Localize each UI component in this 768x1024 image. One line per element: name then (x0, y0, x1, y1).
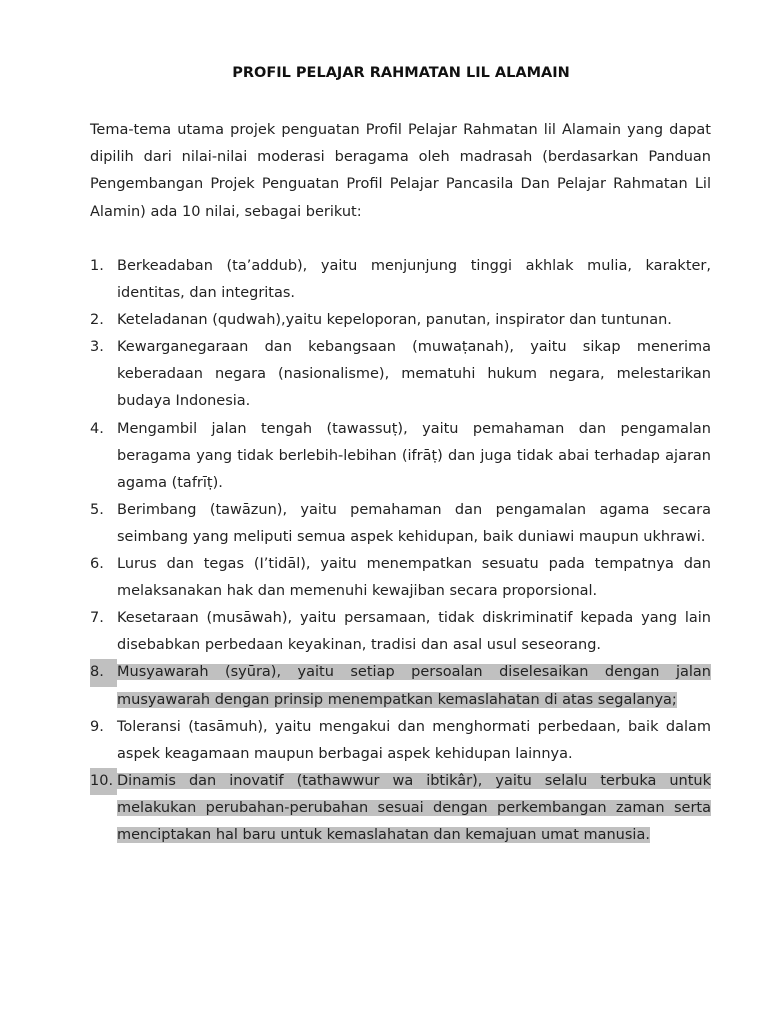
list-item-text: Musyawarah (syūra), yaitu setiap persoalan diselesaikan dengan jalan musyawarah dengan prinsip menempatkan kemaslahatan di atas segalanya; (117, 664, 711, 708)
document-title: PROFIL PELAJAR RAHMATAN LIL ALAMAIN (232, 65, 570, 81)
list-item (90, 605, 711, 659)
list-item-number: 5. (90, 501, 104, 518)
list-item-number: 6. (90, 556, 104, 573)
list-item-number: 10. (90, 768, 117, 795)
list-item-highlighted (90, 768, 711, 849)
list-item-text: Lurus dan tegas (I’tidāl), yaitu menempatkan sesuatu pada tempatnya dan melaksanakan hak dan memenuhi kewajiban secara proporsional. (117, 556, 711, 600)
list-item-text: Kewarganegaraan dan kebangsaan (muwaṭanah), yaitu sikap menerima keberadaan negara (nasionalisme), mematuhi hukum negara, melestarikan budaya Indonesia. (117, 339, 711, 410)
list-item-text: Kesetaraan (musāwah), yaitu persamaan, tidak diskriminatif kepada yang lain disebabkan perbedaan keyakinan, tradisi dan asal usul seseorang. (117, 610, 711, 654)
list-item-number: 8. (90, 659, 117, 686)
intro-paragraph: Tema-tema utama projek penguatan Profil Pelajar Rahmatan lil Alamain yang dapat dipilih dari nilai-nilai moderasi beragama oleh madrasah (berdasarkan Panduan Pengembangan Projek Penguatan Profil Pelajar Pancasila Dan Pelajar Rahmatan Lil Alamin) ada 10 nilai, sebagai berikut: (90, 122, 711, 220)
list-item-highlighted (90, 659, 711, 713)
list-item-number: 1. (90, 258, 104, 274)
list-item (90, 497, 711, 551)
list-item-text: Keteladanan (qudwah),yaitu kepeloporan, panutan, inspirator dan tuntunan. (117, 312, 672, 329)
list-item-text: Toleransi (tasāmuh), yaitu mengakui dan menghormati perbedaan, baik dalam aspek keagamaan maupun berbagai aspek kehidupan lainnya. (117, 718, 711, 762)
list-item (90, 416, 711, 497)
list-item-number: 7. (90, 610, 104, 627)
list-item (90, 334, 711, 415)
list-item-text: Mengambil jalan tengah (tawassuṭ), yaitu pemahaman dan pengamalan beragama yang tidak berlebih-lebihan (ifrāṭ) dan juga tidak abai terhadap ajaran agama (tafrīṭ). (117, 420, 711, 491)
list-item-text: Berimbang (tawāzun), yaitu pemahaman dan pengamalan agama secara seimbang yang meliputi semua aspek kehidupan, baik duniawi maupun ukhrawi. (117, 501, 711, 545)
list-item-text: Berkeadaban (ta’addub), yaitu menjunjung tinggi akhlak mulia, karakter, identitas, dan integritas. (117, 258, 711, 302)
list-item-number: 3. (90, 339, 104, 356)
list-item-number: 9. (90, 718, 104, 735)
list-item-number: 4. (90, 420, 104, 437)
values-list (90, 253, 711, 849)
list-item-text: Dinamis dan inovatif (tathawwur wa ibtikâr), yaitu selalu terbuka untuk melakukan perubahan-perubahan sesuai dengan perkembangan zaman serta menciptakan hal baru untuk kemaslahatan dan kemajuan umat manusia. (117, 772, 711, 843)
list-item (90, 714, 711, 768)
list-item (90, 307, 711, 334)
list-item-number: 2. (90, 312, 104, 329)
list-item (90, 253, 711, 307)
list-item (90, 551, 711, 605)
